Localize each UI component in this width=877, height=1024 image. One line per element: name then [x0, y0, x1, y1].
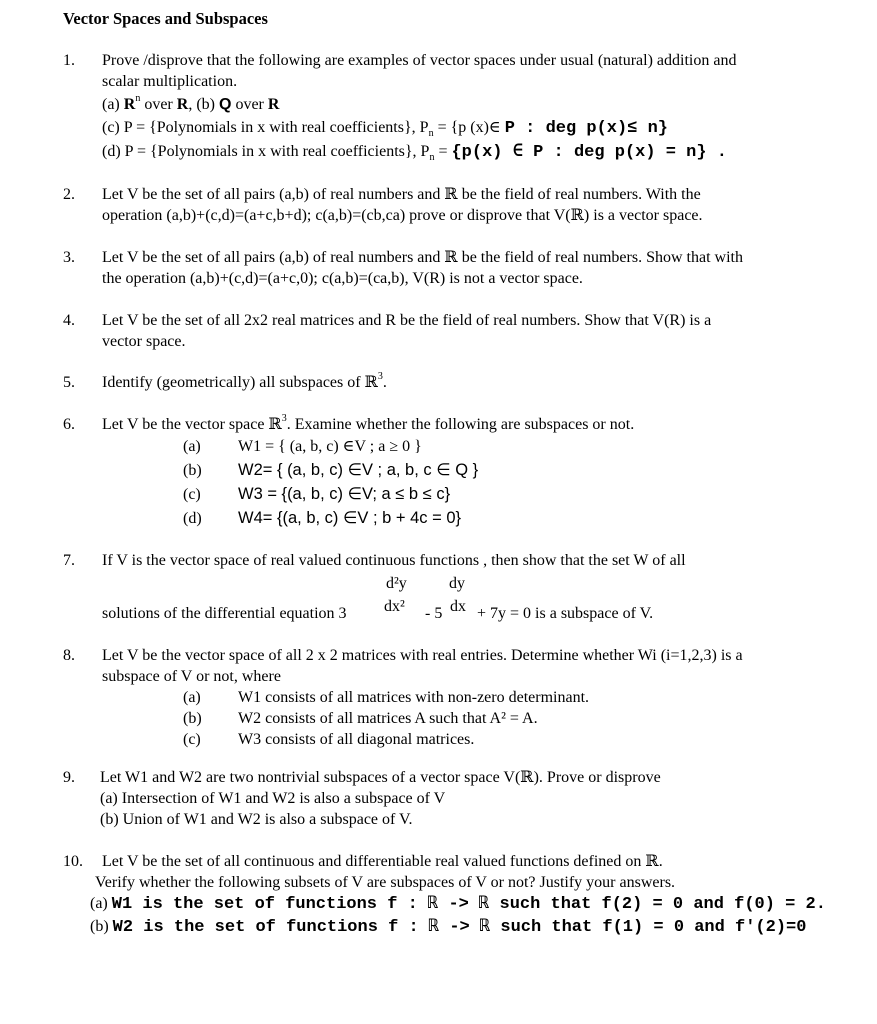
question-part-a: (a) W1 is the set of functions f : ℝ -> ℝ such that f(2) = 0 and f(0) = 2. — [90, 895, 826, 914]
question-text: Let V be the vector space ℝ$^3$. Examine whether the following are subspaces or not. — [102, 412, 635, 433]
question-number: 3. — [63, 249, 75, 266]
subpart-label: (c) — [183, 731, 201, 748]
subpart-label: (d) — [183, 510, 202, 527]
subpart-label: (b) — [183, 710, 202, 727]
question-text: scalar multiplication. — [102, 73, 238, 90]
question-text: - 5 — [425, 605, 443, 622]
question-number: 5. — [63, 374, 75, 391]
question-text: Let V be the set of all pairs (a,b) of real numbers and ℝ be the field of real numbers. Show that with — [102, 249, 743, 266]
question-text: Prove /disprove that the following are examples of vector spaces under usual (natural) addition and — [102, 52, 737, 69]
question-text: Let V be the set of all pairs (a,b) of real numbers and ℝ be the field of real numbers. With the — [102, 186, 701, 203]
question-number: 8. — [63, 647, 75, 664]
question-text: Let V be the set of all 2x2 real matrices and R be the field of real numbers. Show that V(R) is a — [102, 312, 712, 329]
subpart-text: W1 = { (a, b, c) ∈V ; a ≥ 0 } — [238, 438, 422, 455]
question-text: Let W1 and W2 are two nontrivial subspaces of a vector space V(ℝ). Prove or disprove — [100, 769, 661, 786]
subpart-text: W2= { (a, b, c) ∈V ; a, b, c ∈ Q } — [238, 461, 479, 479]
question-part-ab: (a) $R^n$ over R, (b) Q over R — [102, 92, 280, 113]
question-number: 9. — [63, 769, 75, 786]
question-text: operation (a,b)+(c,d)=(a+c,b+d); c(a,b)=(cb,ca) prove or disprove that V(ℝ) is a vector space. — [102, 207, 703, 224]
question-number: 1. — [63, 52, 75, 69]
page-title: Vector Spaces and Subspaces — [63, 9, 268, 28]
fraction-denominator: dx — [450, 598, 466, 615]
fraction-numerator: d²y — [386, 575, 407, 592]
subpart-text: W4= {(a, b, c) ∈V ; b + 4c = 0} — [238, 509, 462, 527]
question-part-c: (c) P = {Polynomials in x with real coefficients}, $P_n = \{p$ (x)∈ P : deg p(x)≤ n} — [102, 119, 668, 140]
question-text: (a) Intersection of W1 and W2 is also a subspace of V — [100, 790, 446, 807]
subpart-label: (a) — [183, 438, 201, 455]
question-number: 10. — [63, 853, 83, 870]
subpart-text: W1 consists of all matrices with non-zero determinant. — [238, 689, 590, 706]
question-text: subspace of V or not, where — [102, 668, 281, 685]
question-text: Let V be the set of all continuous and differentiable real valued functions defined on ℝ. — [102, 853, 663, 870]
fraction-numerator: dy — [449, 575, 465, 592]
question-text: solutions of the differential equation 3 — [102, 605, 347, 622]
fraction-denominator: dx² — [384, 598, 405, 615]
subpart-label: (c) — [183, 486, 201, 503]
subpart-label: (a) — [183, 689, 201, 706]
question-part-d: (d) P = {Polynomials in x with real coefficients}, $P_n = \{p(x)$ ∈ P : deg p(x) = n} . — [102, 143, 727, 164]
question-text: Identify (geometrically) all subspaces of ℝ$^3$. — [102, 370, 387, 391]
subpart-text: W2 consists of all matrices A such that A² = A. — [238, 710, 538, 727]
question-number: 4. — [63, 312, 75, 329]
question-text: (b) Union of W1 and W2 is also a subspace of V. — [100, 811, 413, 828]
question-text: If V is the vector space of real valued continuous functions , then show that the set W of all — [102, 552, 686, 569]
subpart-label: (b) — [183, 462, 202, 479]
question-text: + 7y = 0 is a subspace of V. — [477, 605, 654, 622]
question-text: the operation (a,b)+(c,d)=(a+c,0); c(a,b)=(ca,b), V(R) is not a vector space. — [102, 270, 583, 287]
subpart-text: W3 consists of all diagonal matrices. — [238, 731, 475, 748]
question-number: 6. — [63, 416, 75, 433]
question-text: Let V be the vector space of all 2 x 2 matrices with real entries. Determine whether Wi (i=1,2,3) is a — [102, 647, 743, 664]
question-number: 2. — [63, 186, 75, 203]
question-number: 7. — [63, 552, 75, 569]
question-text: Verify whether the following subsets of V are subspaces of V or not? Justify your answers. — [95, 874, 676, 891]
subpart-text: W3 = {(a, b, c) ∈V; a ≤ b ≤ c} — [238, 485, 451, 503]
question-text: vector space. — [102, 333, 186, 350]
question-part-b: (b) W2 is the set of functions f : ℝ -> ℝ such that f(1) = 0 and f'(2)=0 — [90, 918, 807, 937]
